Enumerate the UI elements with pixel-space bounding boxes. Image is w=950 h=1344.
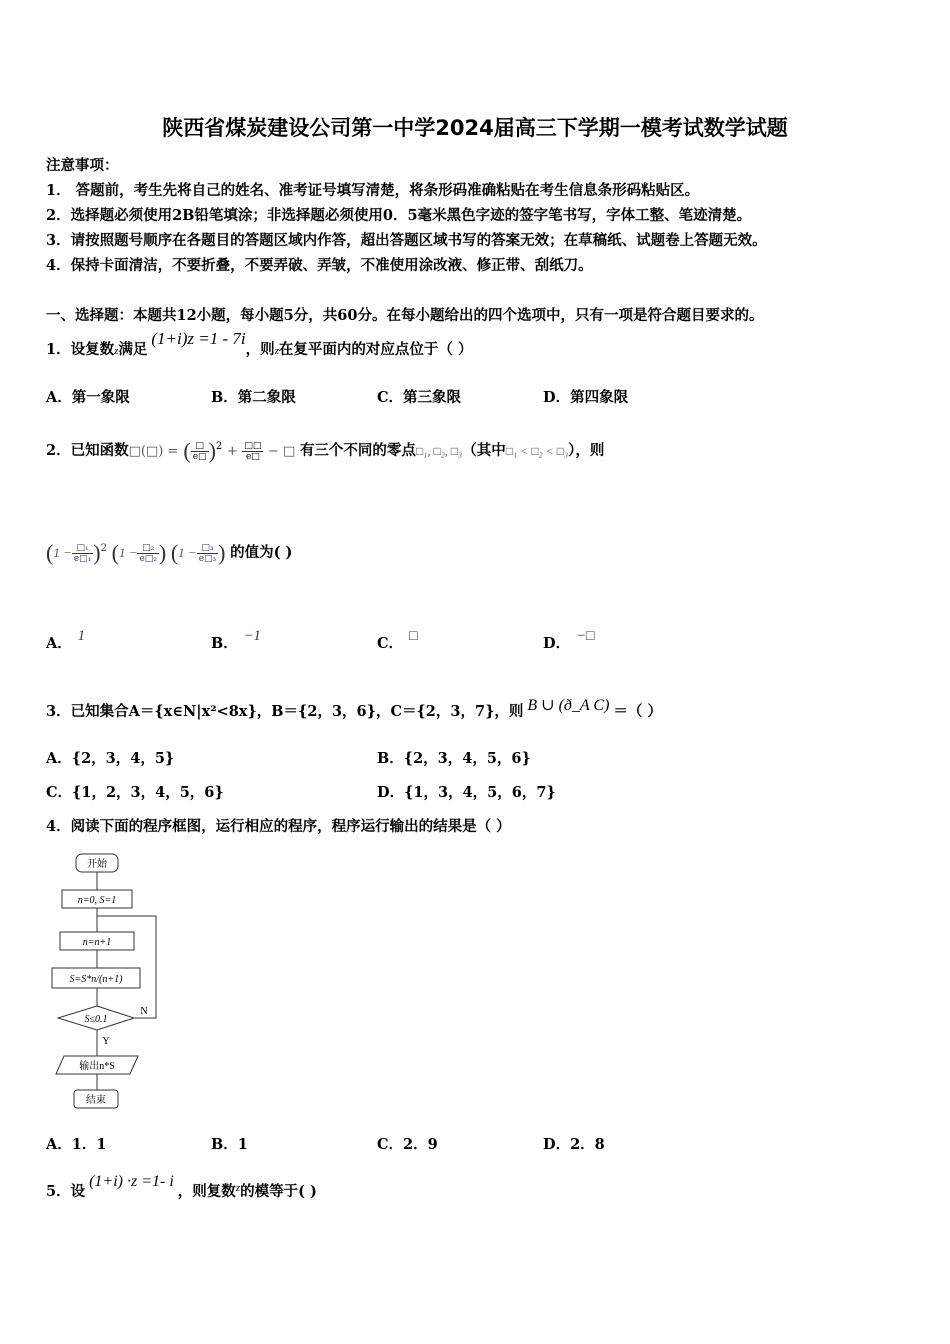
q1-prefix: 1．设复数 xyxy=(46,341,115,358)
question-3 xyxy=(46,697,662,721)
q2-option-a-value: 1 xyxy=(77,628,86,644)
q1-suffix2: 在复平面内的对应点位于（ ） xyxy=(278,341,473,358)
q1-var: z xyxy=(114,345,119,357)
q1-option-c[interactable]: C．第三象限 xyxy=(377,389,462,406)
q2-option-b-label: B． xyxy=(211,635,238,652)
q5-mid: ，则复数 xyxy=(177,1183,236,1200)
q3-option-c[interactable]: C．{1，2，3，4，5，6} xyxy=(46,784,224,801)
flowchart-start: 开始 xyxy=(87,859,107,870)
notice-item-4: 4．保持卡面清洁，不要折叠，不要弄破、弄皱，不准使用涂改液、修正带、刮纸刀。 xyxy=(46,257,593,274)
flowchart-update: S=S*n/(n+1) xyxy=(69,974,123,985)
q2-option-c-value: □ xyxy=(409,628,418,644)
q2-tail: 有三个不同的零点 xyxy=(299,442,416,459)
flowchart-end: 结束 xyxy=(86,1095,106,1106)
q2-inequality: □₁ < □₂ < □₃ xyxy=(505,444,569,458)
q1-option-d[interactable]: D．第四象限 xyxy=(543,389,629,406)
q4-option-d[interactable]: D．2．8 xyxy=(543,1136,605,1153)
q5-prefix: 5．设 xyxy=(46,1183,86,1200)
q3-tail: ＝（ ） xyxy=(613,703,662,720)
flowchart-yes: Y xyxy=(102,1036,110,1047)
q3-formula: B ∪ (ð_A C) xyxy=(527,697,610,714)
q2-option-c[interactable] xyxy=(377,628,418,653)
q2-expression: (1 − $\frac{\text{□₁}}{\text{e□₁}}$ )$^2$ (1 − $\frac{\text{□₂}}{\text{e□₂}}$ ) (1 − $\frac{\text{□₃}}{\text{e□₃}}$ ) xyxy=(46,540,226,565)
q1-formula: (1+i)z =1 - 7i xyxy=(151,329,246,348)
q2-option-b-value: −1 xyxy=(243,628,261,644)
q5-formula: (1+i) ·z =1- i xyxy=(89,1173,174,1190)
q2-expression-line xyxy=(46,540,292,566)
q2-option-d-label: D． xyxy=(543,635,571,652)
question-5 xyxy=(46,1173,317,1201)
q1-mid: 满足 xyxy=(118,341,148,358)
q5-var: z xyxy=(235,1182,241,1194)
q2-option-b[interactable] xyxy=(211,628,261,653)
q2-function-name: □(□) = xyxy=(128,444,179,459)
q2-expr-tail: 的值为( ) xyxy=(230,544,293,561)
q2-option-a-label: A． xyxy=(46,635,72,652)
q4-option-a[interactable]: A．1．1 xyxy=(46,1136,107,1153)
q5-tail: 的模等于( ) xyxy=(240,1183,317,1200)
q1-suffix1: ，则 xyxy=(245,341,275,358)
q2-zeros: □₁, □₂, □₃ xyxy=(415,444,463,458)
question-1 xyxy=(46,329,473,359)
notice-item-2: 2．选择题必须使用2B铅笔填涂；非选择题必须使用0．5毫米黑色字迹的签字笔书写，字体工整、笔迹清楚。 xyxy=(46,207,752,224)
q2-cond: （其中 xyxy=(462,442,506,459)
question-4: 4．阅读下面的程序框图，运行相应的程序，程序运行输出的结果是（ ） xyxy=(46,818,511,835)
notice-heading: 注意事项： xyxy=(46,157,119,174)
q4-option-c[interactable]: C．2．9 xyxy=(377,1136,438,1153)
question-2 xyxy=(46,438,604,464)
flowchart-no: N xyxy=(140,1006,148,1017)
flowchart-init: n=0, S=1 xyxy=(77,895,117,906)
q3-option-a[interactable]: A．{2，3，4，5} xyxy=(46,750,175,767)
flowchart-cond: S≤0.1 xyxy=(84,1014,108,1025)
q2-cond-end: ），则 xyxy=(568,442,605,459)
notice-item-1: 1． 答题前，考生先将自己的姓名、准考证号填写清楚，将条形码准确粘贴在考生信息条形码粘贴区。 xyxy=(46,182,700,199)
q2-option-c-label: C． xyxy=(377,635,404,652)
q2-option-d-value: −□ xyxy=(576,628,595,644)
q1-option-b[interactable]: B．第二象限 xyxy=(211,389,296,406)
section-heading: 一、选择题：本题共12小题，每小题5分，共60分。在每小题给出的四个选项中，只有一项是符合题目要求的。 xyxy=(46,307,764,324)
q1-option-a[interactable]: A．第一象限 xyxy=(46,389,130,406)
notice-item-3: 3．请按照题号顺序在各题目的答题区域内作答，超出答题区域书写的答案无效；在草稿纸、试题卷上答题无效。 xyxy=(46,232,767,249)
flowchart-output: 输出n*S xyxy=(79,1061,115,1072)
q2-option-a[interactable] xyxy=(46,628,86,653)
q1-var-2: z xyxy=(274,345,279,357)
q2-prefix: 2．已知函数 xyxy=(46,442,129,459)
page-title: 陕西省煤炭建设公司第一中学2024届高三下学期一模考试数学试题 xyxy=(162,116,788,140)
flowchart-inc: n=n+1 xyxy=(82,937,112,948)
q3-option-b[interactable]: B．{2，3，4，5，6} xyxy=(377,750,531,767)
q3-text: 3．已知集合A＝{x∈N|x²<8x}，B＝{2，3，6}，C＝{2，3，7}，则 xyxy=(46,703,524,720)
q2-formula: ( $\frac{□}{e□}$ )$^2$ + $\frac{□□}{e□}$ − □ xyxy=(183,438,296,463)
flowchart xyxy=(50,852,170,1114)
q4-option-b[interactable]: B．1 xyxy=(211,1136,248,1153)
q3-option-d[interactable]: D．{1，3，4，5，6，7} xyxy=(377,784,556,801)
q2-option-d[interactable] xyxy=(543,628,595,653)
